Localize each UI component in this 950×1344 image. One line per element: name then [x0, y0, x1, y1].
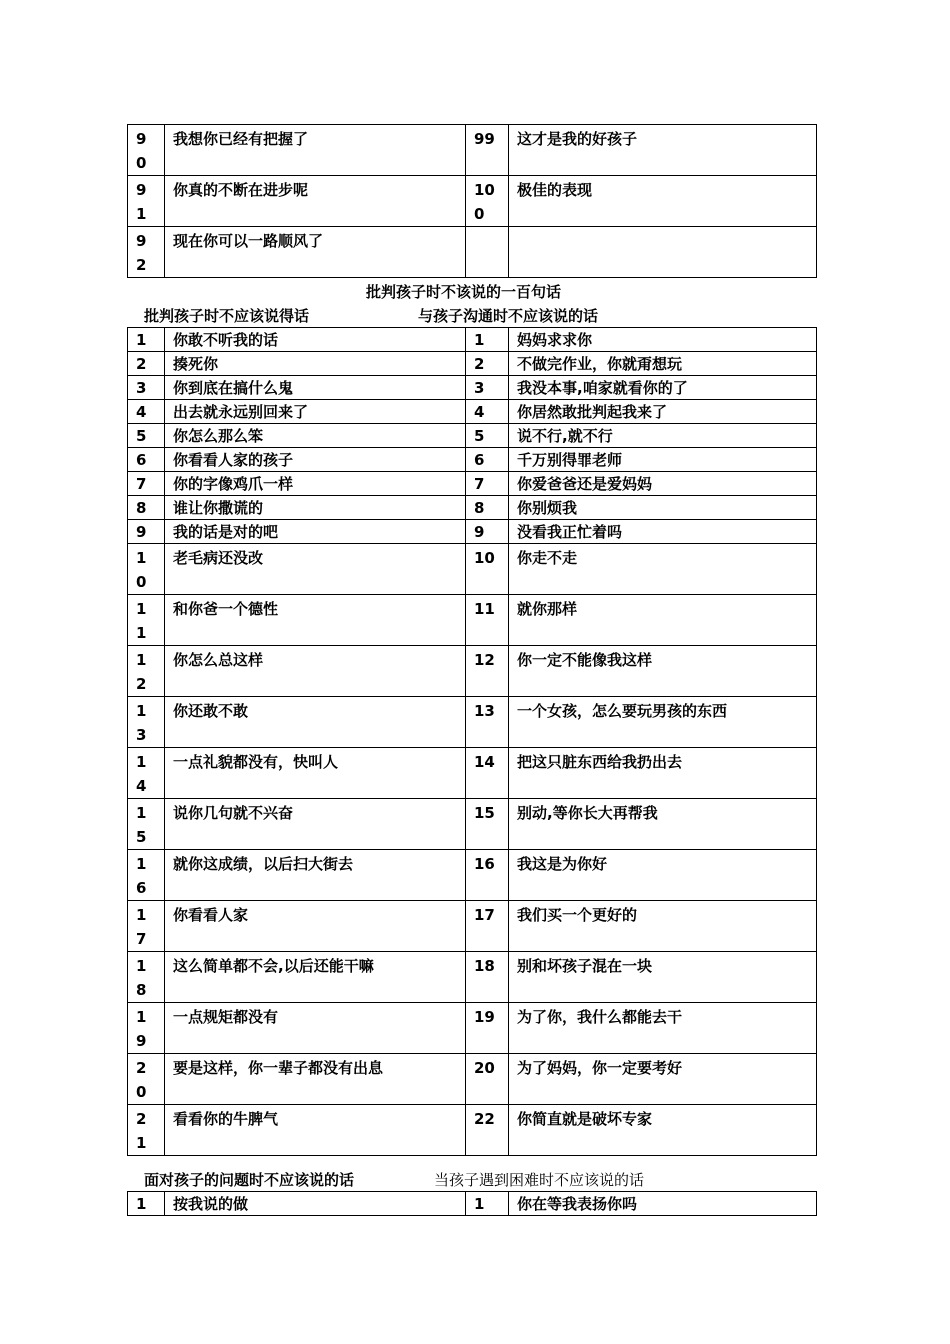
phrase-right: 没看我正忙着吗 — [509, 520, 817, 544]
row-number-right: 19 — [466, 1003, 509, 1054]
row-number-left: 6 — [128, 448, 165, 472]
row-number-left: 1 2 — [128, 646, 165, 697]
phrase-right: 你别烦我 — [509, 496, 817, 520]
row-number-left: 1 — [128, 1192, 165, 1216]
phrase-right: 把这只脏东西给我扔出去 — [509, 748, 817, 799]
row-number-left: 9 2 — [128, 227, 165, 278]
phrase-right: 就你那样 — [509, 595, 817, 646]
table-row — [128, 1105, 817, 1156]
row-number-left: 1 5 — [128, 799, 165, 850]
table-row — [128, 952, 817, 1003]
phrase-right: 我们买一个更好的 — [509, 901, 817, 952]
phrase-left: 一点规矩都没有 — [165, 1003, 466, 1054]
row-number-right: 10 — [466, 544, 509, 595]
table-row — [128, 496, 817, 520]
row-number-left: 4 — [128, 400, 165, 424]
table-row — [128, 595, 817, 646]
row-number-left: 9 — [128, 520, 165, 544]
table-row — [128, 448, 817, 472]
row-number-right — [466, 227, 509, 278]
phrase-left: 你看看人家 — [165, 901, 466, 952]
row-number-left: 1 8 — [128, 952, 165, 1003]
row-number-right: 17 — [466, 901, 509, 952]
row-number-right: 7 — [466, 472, 509, 496]
main-title: 批判孩子时不该说的一百句话 — [366, 283, 562, 301]
row-number-left: 1 1 — [128, 595, 165, 646]
phrase-left: 要是这样，你一辈子都没有出息 — [165, 1054, 466, 1105]
phrase-left: 出去就永远别回来了 — [165, 400, 466, 424]
table-row — [128, 697, 817, 748]
row-number-right: 20 — [466, 1054, 509, 1105]
phrase-left: 和你爸一个德性 — [165, 595, 466, 646]
phrase-left: 你怎么那么笨 — [165, 424, 466, 448]
table-row — [128, 799, 817, 850]
row-number-right: 9 — [466, 520, 509, 544]
table-row — [128, 227, 817, 278]
top-table — [127, 124, 817, 278]
row-number-left: 2 — [128, 352, 165, 376]
phrase-right: 为了妈妈，你一定要考好 — [509, 1054, 817, 1105]
row-number-left: 8 — [128, 496, 165, 520]
phrase-right: 一个女孩，怎么要玩男孩的东西 — [509, 697, 817, 748]
phrase-left: 我想你已经有把握了 — [165, 125, 466, 176]
row-number-right: 6 — [466, 448, 509, 472]
right-heading-2: 当孩子遇到困难时不应该说的话 — [434, 1171, 645, 1189]
phrase-right: 极佳的表现 — [509, 176, 817, 227]
phrase-left: 老毛病还没改 — [165, 544, 466, 595]
table-row — [128, 520, 817, 544]
phrase-left: 这么简单都不会,以后还能干嘛 — [165, 952, 466, 1003]
phrase-right: 别动,等你长大再帮我 — [509, 799, 817, 850]
table-row — [128, 1003, 817, 1054]
table-row — [128, 472, 817, 496]
table-row — [128, 748, 817, 799]
table-row — [128, 1054, 817, 1105]
phrases-table-2 — [127, 1191, 817, 1216]
left-heading-2: 面对孩子的问题时不应该说的话 — [144, 1171, 355, 1189]
table-row — [128, 400, 817, 424]
table-row — [128, 544, 817, 595]
row-number-left: 1 3 — [128, 697, 165, 748]
row-number-left: 7 — [128, 472, 165, 496]
phrase-right: 你爱爸爸还是爱妈妈 — [509, 472, 817, 496]
table-row — [128, 125, 817, 176]
phrase-left: 你到底在搞什么鬼 — [165, 376, 466, 400]
phrase-left: 按我说的做 — [165, 1192, 466, 1216]
phrase-left: 你还敢不敢 — [165, 697, 466, 748]
row-number-left: 1 6 — [128, 850, 165, 901]
row-number-right: 2 — [466, 352, 509, 376]
row-number-right: 12 — [466, 646, 509, 697]
row-number-right: 18 — [466, 952, 509, 1003]
row-number-right: 4 — [466, 400, 509, 424]
row-number-left: 2 0 — [128, 1054, 165, 1105]
row-number-right: 15 — [466, 799, 509, 850]
row-number-right: 5 — [466, 424, 509, 448]
phrase-left: 你真的不断在进步呢 — [165, 176, 466, 227]
row-number-right: 14 — [466, 748, 509, 799]
row-number-left: 1 7 — [128, 901, 165, 952]
left-heading-1: 批判孩子时不应该说得话 — [144, 307, 310, 325]
table-row — [128, 352, 817, 376]
phrase-left: 现在你可以一路顺风了 — [165, 227, 466, 278]
phrase-right: 千万别得罪老师 — [509, 448, 817, 472]
phrase-right: 别和坏孩子混在一块 — [509, 952, 817, 1003]
table-row — [128, 328, 817, 352]
phrase-right: 我这是为你好 — [509, 850, 817, 901]
row-number-right: 8 — [466, 496, 509, 520]
phrase-right: 你在等我表扬你吗 — [509, 1192, 817, 1216]
phrase-left: 你的字像鸡爪一样 — [165, 472, 466, 496]
phrase-right: 说不行,就不行 — [509, 424, 817, 448]
row-number-left: 1 0 — [128, 544, 165, 595]
row-number-right: 22 — [466, 1105, 509, 1156]
row-number-right: 1 — [466, 328, 509, 352]
row-number-left: 1 4 — [128, 748, 165, 799]
phrase-right: 这才是我的好孩子 — [509, 125, 817, 176]
phrase-left: 你怎么总这样 — [165, 646, 466, 697]
row-number-left: 1 — [128, 328, 165, 352]
phrase-right: 妈妈求求你 — [509, 328, 817, 352]
phrase-left: 谁让你撒谎的 — [165, 496, 466, 520]
table-row — [128, 850, 817, 901]
phrase-right: 你居然敢批判起我来了 — [509, 400, 817, 424]
row-number-right: 1 — [466, 1192, 509, 1216]
table-row — [128, 901, 817, 952]
phrase-left: 一点礼貌都没有，快叫人 — [165, 748, 466, 799]
phrase-left: 我的话是对的吧 — [165, 520, 466, 544]
phrase-right: 你简直就是破坏专家 — [509, 1105, 817, 1156]
phrase-left: 揍死你 — [165, 352, 466, 376]
row-number-left: 9 1 — [128, 176, 165, 227]
table-row — [128, 1192, 817, 1216]
phrase-left: 你看看人家的孩子 — [165, 448, 466, 472]
row-number-left: 5 — [128, 424, 165, 448]
table-row — [128, 376, 817, 400]
right-heading-1: 与孩子沟通时不应该说的话 — [418, 307, 599, 325]
row-number-left: 1 9 — [128, 1003, 165, 1054]
row-number-left: 3 — [128, 376, 165, 400]
row-number-right: 13 — [466, 697, 509, 748]
row-number-right: 16 — [466, 850, 509, 901]
phrase-right: 不做完作业，你就甭想玩 — [509, 352, 817, 376]
phrase-right: 我没本事,咱家就看你的了 — [509, 376, 817, 400]
row-number-right: 11 — [466, 595, 509, 646]
phrase-left: 看看你的牛脾气 — [165, 1105, 466, 1156]
phrase-left: 就你这成绩，以后扫大街去 — [165, 850, 466, 901]
phrase-left: 你敢不听我的话 — [165, 328, 466, 352]
phrase-right: 你一定不能像我这样 — [509, 646, 817, 697]
table-row — [128, 646, 817, 697]
phrase-right: 为了你，我什么都能去干 — [509, 1003, 817, 1054]
phrase-right: 你走不走 — [509, 544, 817, 595]
row-number-right: 99 — [466, 125, 509, 176]
table-row — [128, 424, 817, 448]
row-number-left: 2 1 — [128, 1105, 165, 1156]
row-number-right: 3 — [466, 376, 509, 400]
table-row — [128, 176, 817, 227]
phrase-right — [509, 227, 817, 278]
phrases-table-1 — [127, 327, 817, 1156]
row-number-right: 10 0 — [466, 176, 509, 227]
row-number-left: 9 0 — [128, 125, 165, 176]
phrase-left: 说你几句就不兴奋 — [165, 799, 466, 850]
